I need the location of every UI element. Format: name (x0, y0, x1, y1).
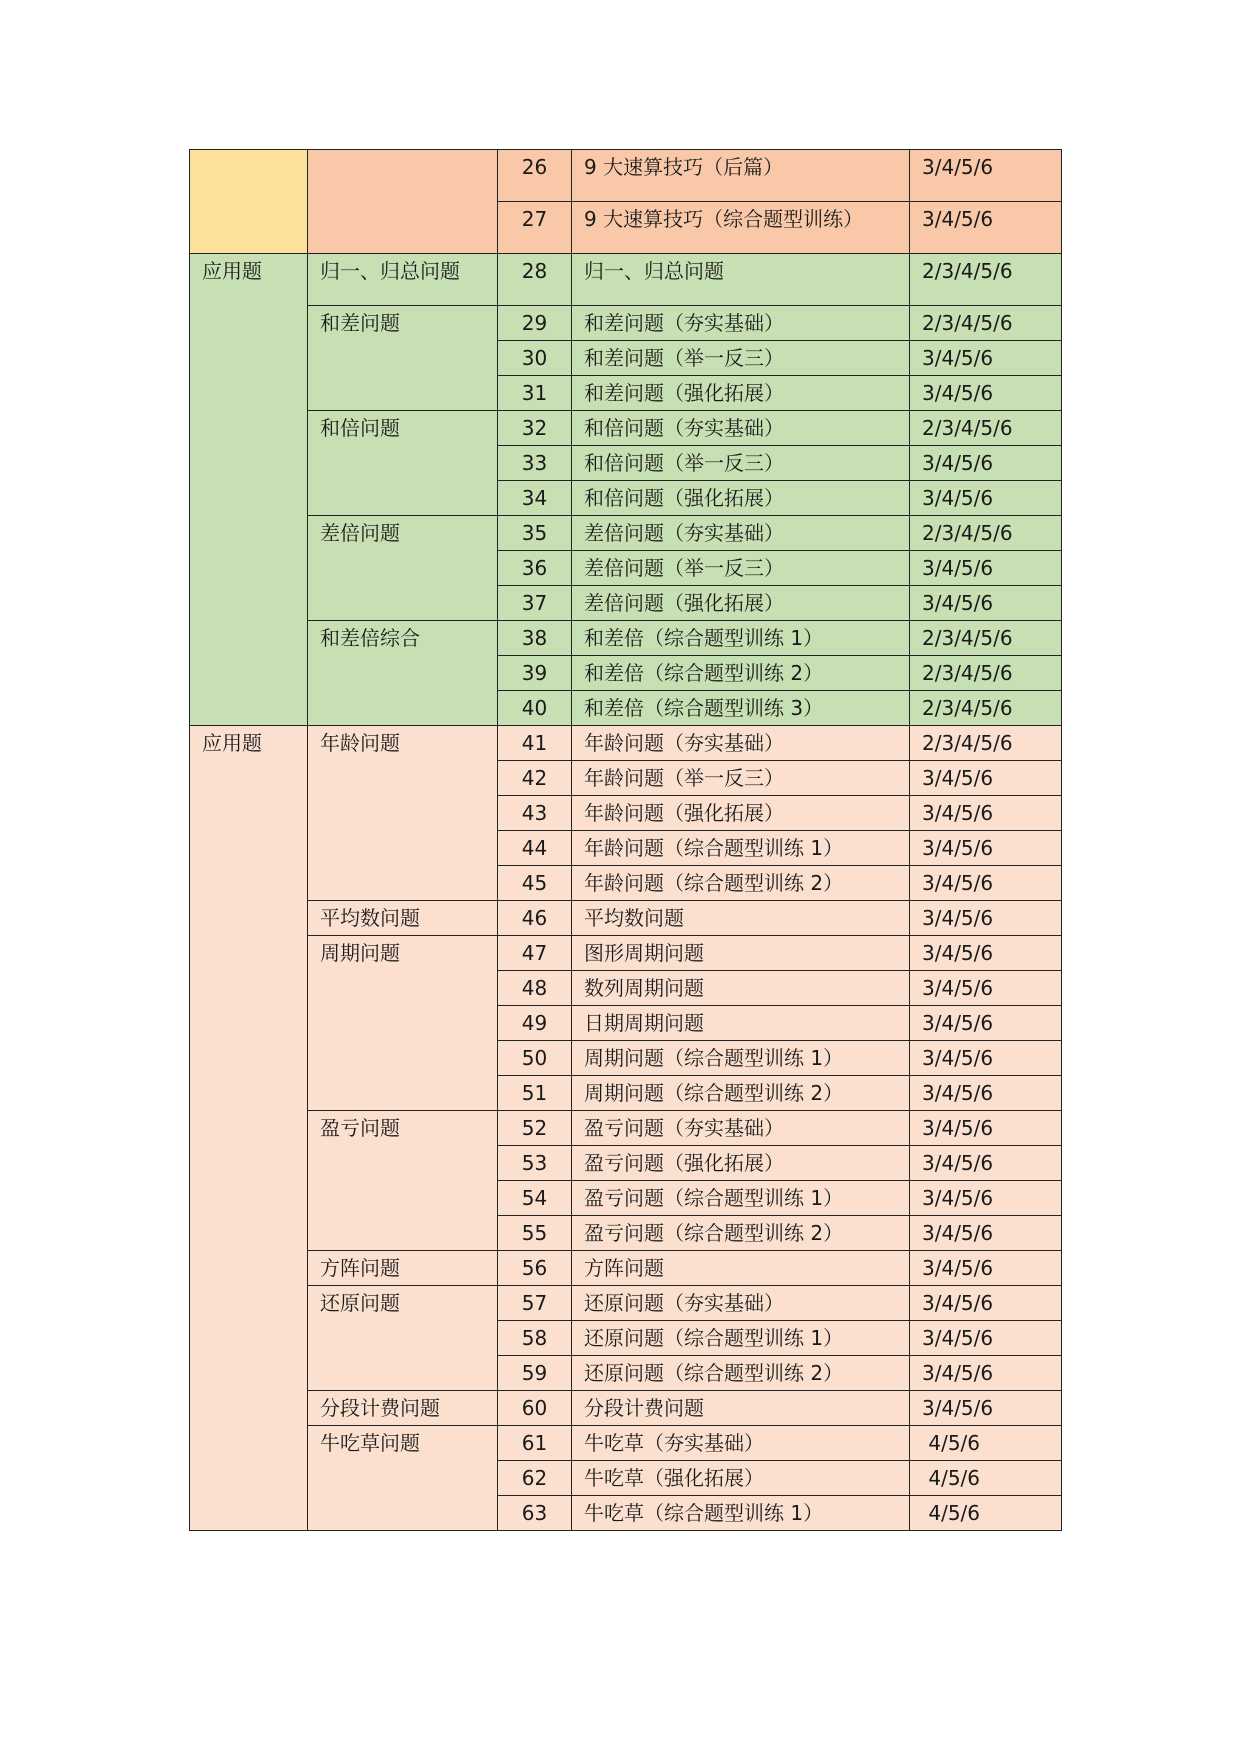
grade-levels-cell: 2/3/4/5/6 (910, 306, 1062, 341)
topic-cell: 方阵问题 (308, 1251, 498, 1286)
lesson-number-cell: 56 (498, 1251, 572, 1286)
lesson-number-cell: 43 (498, 796, 572, 831)
lesson-number-cell: 44 (498, 831, 572, 866)
table-row (190, 936, 1062, 971)
lesson-number-cell: 35 (498, 516, 572, 551)
topic-cell: 和差倍综合 (308, 621, 498, 726)
lesson-number-cell: 36 (498, 551, 572, 586)
grade-levels-cell: 3/4/5/6 (910, 551, 1062, 586)
lesson-number-cell: 29 (498, 306, 572, 341)
lesson-title-cell: 周期问题（综合题型训练 1） (572, 1041, 910, 1076)
grade-levels-cell: 3/4/5/6 (910, 866, 1062, 901)
lesson-title-cell: 日期周期问题 (572, 1006, 910, 1041)
lesson-number-cell: 55 (498, 1216, 572, 1251)
table-row (190, 1111, 1062, 1146)
lesson-number-cell: 58 (498, 1321, 572, 1356)
grade-levels-cell: 3/4/5/6 (910, 1321, 1062, 1356)
grade-levels-cell: 3/4/5/6 (910, 1181, 1062, 1216)
lesson-title-cell: 年龄问题（举一反三） (572, 761, 910, 796)
table-row (190, 150, 1062, 202)
grade-levels-cell: 3/4/5/6 (910, 202, 1062, 254)
lesson-title-cell: 盈亏问题（强化拓展） (572, 1146, 910, 1181)
topic-cell: 牛吃草问题 (308, 1426, 498, 1531)
grade-levels-cell: 4/5/6 (910, 1496, 1062, 1531)
lesson-number-cell: 41 (498, 726, 572, 761)
lesson-number-cell: 62 (498, 1461, 572, 1496)
lesson-title-cell: 差倍问题（强化拓展） (572, 586, 910, 621)
table-row (190, 306, 1062, 341)
lesson-number-cell: 28 (498, 254, 572, 306)
lesson-title-cell: 牛吃草（夯实基础） (572, 1426, 910, 1461)
lesson-title-cell: 归一、归总问题 (572, 254, 910, 306)
lesson-number-cell: 50 (498, 1041, 572, 1076)
grade-levels-cell: 3/4/5/6 (910, 150, 1062, 202)
grade-levels-cell: 4/5/6 (910, 1426, 1062, 1461)
grade-levels-cell: 2/3/4/5/6 (910, 726, 1062, 761)
grade-levels-cell: 3/4/5/6 (910, 1146, 1062, 1181)
lesson-title-cell: 和倍问题（强化拓展） (572, 481, 910, 516)
grade-levels-cell: 3/4/5/6 (910, 936, 1062, 971)
lesson-number-cell: 33 (498, 446, 572, 481)
lesson-title-cell: 和差倍（综合题型训练 1） (572, 621, 910, 656)
grade-levels-cell: 3/4/5/6 (910, 481, 1062, 516)
grade-levels-cell: 3/4/5/6 (910, 1076, 1062, 1111)
grade-levels-cell: 3/4/5/6 (910, 971, 1062, 1006)
topic-cell: 平均数问题 (308, 901, 498, 936)
lesson-title-cell: 方阵问题 (572, 1251, 910, 1286)
lesson-number-cell: 34 (498, 481, 572, 516)
lesson-title-cell: 年龄问题（综合题型训练 1） (572, 831, 910, 866)
grade-levels-cell: 3/4/5/6 (910, 1216, 1062, 1251)
lesson-number-cell: 48 (498, 971, 572, 1006)
lesson-title-cell: 和倍问题（举一反三） (572, 446, 910, 481)
lesson-number-cell: 47 (498, 936, 572, 971)
topic-cell: 盈亏问题 (308, 1111, 498, 1251)
lesson-number-cell: 57 (498, 1286, 572, 1321)
lesson-title-cell: 盈亏问题（综合题型训练 2） (572, 1216, 910, 1251)
lesson-number-cell: 61 (498, 1426, 572, 1461)
lesson-number-cell: 39 (498, 656, 572, 691)
lesson-title-cell: 和差倍（综合题型训练 3） (572, 691, 910, 726)
lesson-number-cell: 59 (498, 1356, 572, 1391)
lesson-number-cell: 54 (498, 1181, 572, 1216)
topic-cell: 差倍问题 (308, 516, 498, 621)
table-row (190, 621, 1062, 656)
lesson-title-cell: 年龄问题（夯实基础） (572, 726, 910, 761)
section-category-cell: 应用题 (190, 726, 308, 1531)
table-row (190, 726, 1062, 761)
lesson-title-cell: 9 大速算技巧（后篇） (572, 150, 910, 202)
lesson-title-cell: 和差问题（强化拓展） (572, 376, 910, 411)
table-row (190, 254, 1062, 306)
curriculum-table (189, 149, 1062, 1531)
grade-levels-cell: 3/4/5/6 (910, 1286, 1062, 1321)
grade-levels-cell: 3/4/5/6 (910, 586, 1062, 621)
table-row (190, 1391, 1062, 1426)
grade-levels-cell: 3/4/5/6 (910, 831, 1062, 866)
topic-cell: 年龄问题 (308, 726, 498, 901)
lesson-number-cell: 30 (498, 341, 572, 376)
topic-cell: 还原问题 (308, 1286, 498, 1391)
lesson-number-cell: 37 (498, 586, 572, 621)
table-row (190, 516, 1062, 551)
lesson-number-cell: 51 (498, 1076, 572, 1111)
grade-levels-cell: 2/3/4/5/6 (910, 691, 1062, 726)
lesson-number-cell: 32 (498, 411, 572, 446)
lesson-number-cell: 63 (498, 1496, 572, 1531)
section-category-cell (190, 150, 308, 254)
lesson-title-cell: 盈亏问题（夯实基础） (572, 1111, 910, 1146)
lesson-title-cell: 还原问题（夯实基础） (572, 1286, 910, 1321)
curriculum-table-body (190, 150, 1062, 1531)
lesson-title-cell: 9 大速算技巧（综合题型训练） (572, 202, 910, 254)
grade-levels-cell: 4/5/6 (910, 1461, 1062, 1496)
lesson-number-cell: 38 (498, 621, 572, 656)
grade-levels-cell: 3/4/5/6 (910, 1251, 1062, 1286)
lesson-title-cell: 周期问题（综合题型训练 2） (572, 1076, 910, 1111)
grade-levels-cell: 2/3/4/5/6 (910, 254, 1062, 306)
lesson-title-cell: 和差问题（举一反三） (572, 341, 910, 376)
lesson-title-cell: 牛吃草（综合题型训练 1） (572, 1496, 910, 1531)
lesson-number-cell: 53 (498, 1146, 572, 1181)
lesson-title-cell: 和差倍（综合题型训练 2） (572, 656, 910, 691)
topic-cell (308, 150, 498, 254)
lesson-title-cell: 平均数问题 (572, 901, 910, 936)
lesson-title-cell: 数列周期问题 (572, 971, 910, 1006)
lesson-title-cell: 分段计费问题 (572, 1391, 910, 1426)
table-row (190, 411, 1062, 446)
lesson-number-cell: 26 (498, 150, 572, 202)
grade-levels-cell: 2/3/4/5/6 (910, 516, 1062, 551)
table-row (190, 1251, 1062, 1286)
grade-levels-cell: 3/4/5/6 (910, 1391, 1062, 1426)
lesson-number-cell: 52 (498, 1111, 572, 1146)
grade-levels-cell: 3/4/5/6 (910, 796, 1062, 831)
topic-cell: 分段计费问题 (308, 1391, 498, 1426)
grade-levels-cell: 3/4/5/6 (910, 1111, 1062, 1146)
grade-levels-cell: 2/3/4/5/6 (910, 411, 1062, 446)
grade-levels-cell: 3/4/5/6 (910, 376, 1062, 411)
lesson-number-cell: 42 (498, 761, 572, 796)
lesson-title-cell: 图形周期问题 (572, 936, 910, 971)
lesson-title-cell: 年龄问题（强化拓展） (572, 796, 910, 831)
lesson-title-cell: 和倍问题（夯实基础） (572, 411, 910, 446)
topic-cell: 和差问题 (308, 306, 498, 411)
topic-cell: 归一、归总问题 (308, 254, 498, 306)
grade-levels-cell: 2/3/4/5/6 (910, 621, 1062, 656)
grade-levels-cell: 3/4/5/6 (910, 446, 1062, 481)
lesson-number-cell: 40 (498, 691, 572, 726)
lesson-number-cell: 46 (498, 901, 572, 936)
lesson-title-cell: 和差问题（夯实基础） (572, 306, 910, 341)
lesson-title-cell: 盈亏问题（综合题型训练 1） (572, 1181, 910, 1216)
lesson-title-cell: 差倍问题（夯实基础） (572, 516, 910, 551)
section-category-cell: 应用题 (190, 254, 308, 726)
lesson-title-cell: 差倍问题（举一反三） (572, 551, 910, 586)
lesson-number-cell: 31 (498, 376, 572, 411)
lesson-number-cell: 45 (498, 866, 572, 901)
topic-cell: 周期问题 (308, 936, 498, 1111)
grade-levels-cell: 3/4/5/6 (910, 1041, 1062, 1076)
grade-levels-cell: 3/4/5/6 (910, 341, 1062, 376)
topic-cell: 和倍问题 (308, 411, 498, 516)
table-row (190, 1286, 1062, 1321)
lesson-title-cell: 还原问题（综合题型训练 2） (572, 1356, 910, 1391)
table-row (190, 1426, 1062, 1461)
grade-levels-cell: 3/4/5/6 (910, 761, 1062, 796)
lesson-number-cell: 27 (498, 202, 572, 254)
lesson-title-cell: 还原问题（综合题型训练 1） (572, 1321, 910, 1356)
grade-levels-cell: 3/4/5/6 (910, 1356, 1062, 1391)
grade-levels-cell: 3/4/5/6 (910, 901, 1062, 936)
grade-levels-cell: 2/3/4/5/6 (910, 656, 1062, 691)
lesson-title-cell: 年龄问题（综合题型训练 2） (572, 866, 910, 901)
table-row (190, 901, 1062, 936)
lesson-number-cell: 49 (498, 1006, 572, 1041)
lesson-title-cell: 牛吃草（强化拓展） (572, 1461, 910, 1496)
grade-levels-cell: 3/4/5/6 (910, 1006, 1062, 1041)
lesson-number-cell: 60 (498, 1391, 572, 1426)
